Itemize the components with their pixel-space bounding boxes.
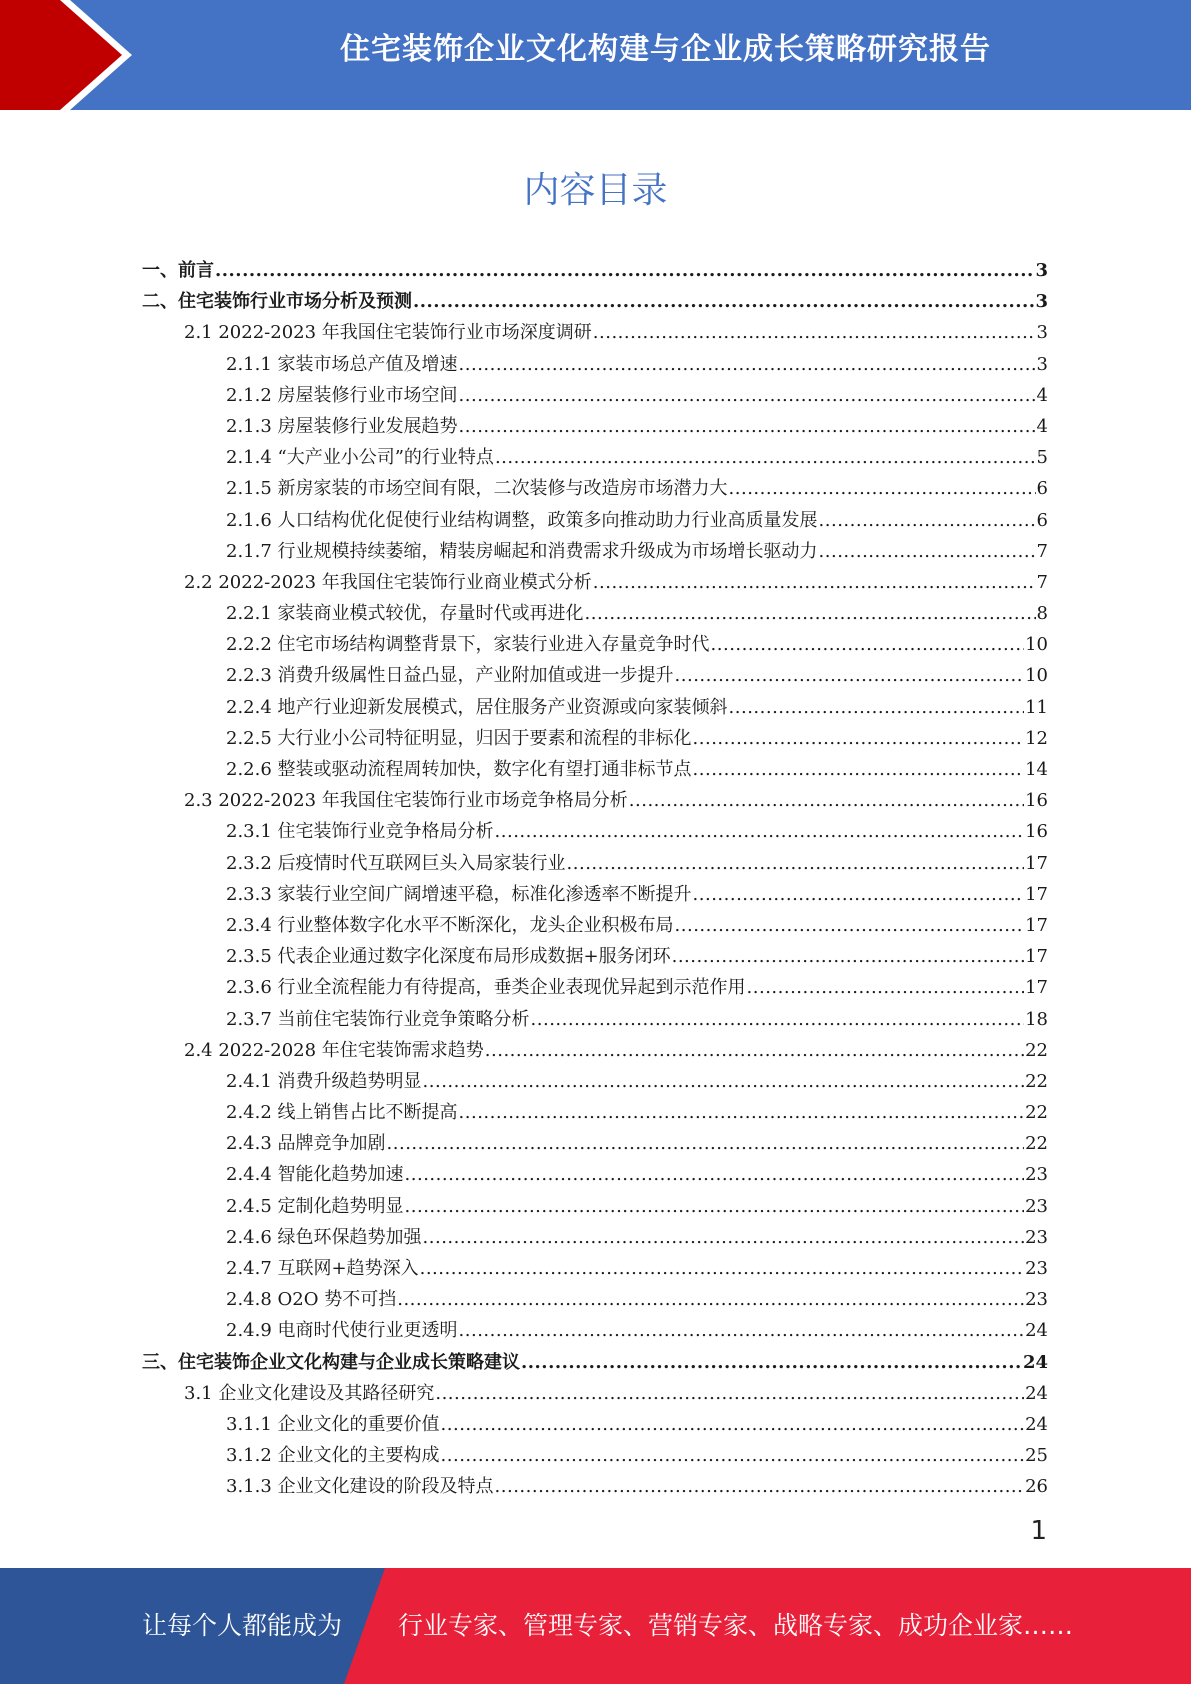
- toc-dot-leader: [435, 1378, 1024, 1409]
- page-number: 1: [1030, 1516, 1047, 1546]
- toc-entry[interactable]: [142, 1066, 1048, 1097]
- toc-entry-label: 2.2.1 家装商业模式较优，存量时代或再进化: [226, 603, 584, 625]
- toc-dot-leader: [693, 723, 1025, 754]
- page-footer: [0, 1568, 1191, 1684]
- toc-dot-leader: [675, 910, 1025, 941]
- toc-entry-label: 2.4.1 消费升级趋势明显: [226, 1070, 422, 1092]
- toc-dot-leader: [593, 317, 1036, 348]
- toc-entry-page: 26: [1025, 1476, 1048, 1498]
- toc-entry-page: 16: [1025, 821, 1048, 843]
- toc-entry-page: 10: [1025, 634, 1048, 656]
- toc-entry[interactable]: [142, 598, 1048, 629]
- report-title: 住宅装饰企业文化构建与企业成长策略研究报告: [340, 32, 991, 67]
- toc-entry[interactable]: [142, 879, 1048, 910]
- toc-entry[interactable]: [142, 349, 1048, 380]
- toc-dot-leader: [819, 505, 1036, 536]
- toc-entry[interactable]: [142, 816, 1048, 847]
- toc-entry-label: 2.4.5 定制化趋势明显: [226, 1195, 404, 1217]
- toc-entry-label: 2.1.1 家装市场总产值及增速: [226, 353, 458, 375]
- toc-entry[interactable]: [142, 536, 1048, 567]
- toc-entry[interactable]: [142, 848, 1048, 879]
- toc-entry-page: 22: [1025, 1102, 1048, 1124]
- toc-entry-page: 8: [1036, 603, 1048, 625]
- toc-entry-label: 2.2.6 整装或驱动流程周转加快，数字化有望打通非标节点: [226, 759, 692, 780]
- toc-entry-page: 17: [1025, 852, 1048, 874]
- toc-entry[interactable]: [142, 629, 1048, 660]
- toc-entry-label: 2.4 2022-2028 年住宅装饰需求趋势: [184, 1039, 484, 1061]
- toc-dot-leader: [495, 442, 1036, 473]
- toc-entry-label: 一、前言: [142, 260, 214, 281]
- toc-dot-leader: [387, 1128, 1025, 1159]
- toc-entry-label: 2.1.7 行业规模持续萎缩，精装房崛起和消费需求升级成为市场增长驱动力: [226, 540, 818, 562]
- toc-entry-label: 3.1.2 企业文化的主要构成: [226, 1445, 440, 1467]
- toc-dot-leader: [729, 692, 1025, 723]
- toc-entry-label: 2.3.6 行业全流程能力有待提高，垂类企业表现优异起到示范作用: [226, 977, 746, 999]
- toc-entry-page: 11: [1025, 696, 1048, 718]
- toc-dot-leader: [521, 1347, 1022, 1378]
- toc-dot-leader: [413, 286, 1034, 317]
- toc-entry-label: 二、住宅装饰行业市场分析及预测: [142, 291, 412, 313]
- toc-entry-label: 2.3.5 代表企业通过数字化深度布局形成数据+服务闭环: [226, 946, 671, 968]
- page-header: [0, 0, 1191, 110]
- toc-entry-label: 3.1 企业文化建设及其路径研究: [184, 1382, 435, 1404]
- toc-entry[interactable]: [142, 1159, 1048, 1190]
- toc-entry-page: 23: [1025, 1164, 1048, 1186]
- toc-entry[interactable]: [142, 1253, 1048, 1284]
- toc-dot-leader: [672, 941, 1024, 972]
- toc-dot-leader: [405, 1159, 1025, 1190]
- toc-entry-label: 2.4.9 电商时代使行业更透明: [226, 1320, 458, 1342]
- toc-dot-leader: [459, 411, 1036, 442]
- toc-dot-leader: [459, 1097, 1025, 1128]
- toc-entry[interactable]: [142, 723, 1048, 754]
- toc-dot-leader: [747, 972, 1025, 1003]
- toc-entry[interactable]: [142, 567, 1048, 598]
- toc-entry-page: 24: [1025, 1413, 1048, 1435]
- toc-entry[interactable]: [142, 941, 1048, 972]
- toc-entry-label: 2.2.5 大行业小公司特征明显，归因于要素和流程的非标化: [226, 727, 692, 749]
- toc-dot-leader: [729, 473, 1036, 504]
- toc-entry-label: 2.4.2 线上销售占比不断提高: [226, 1102, 458, 1124]
- footer-slogan-right: 行业专家、管理专家、营销专家、战略专家、成功企业家……: [398, 1611, 1074, 1640]
- toc-entry-label: 2.3.3 家装行业空间广阔增速平稳，标准化渗透率不断提升: [226, 883, 692, 905]
- toc-dot-leader: [485, 1035, 1024, 1066]
- toc-entry-label: 2.2.2 住宅市场结构调整背景下，家装行业进入存量竞争时代: [226, 634, 710, 656]
- toc-entry-page: 24: [1025, 1382, 1048, 1404]
- toc-entry[interactable]: [142, 286, 1048, 317]
- toc-entry-label: 2.4.7 互联网+趋势深入: [226, 1258, 419, 1279]
- toc-entry-page: 22: [1025, 1133, 1048, 1155]
- toc-entry[interactable]: [142, 1471, 1048, 1502]
- toc-entry-page: 3: [1035, 291, 1048, 313]
- toc-entry[interactable]: [142, 1440, 1048, 1471]
- toc-entry-label: 2.1 2022-2023 年我国住宅装饰行业市场深度调研: [184, 322, 592, 344]
- toc-dot-leader: [567, 848, 1025, 879]
- toc-dot-leader: [441, 1440, 1025, 1471]
- toc-entry[interactable]: [142, 1284, 1048, 1315]
- toc-dot-leader: [495, 1471, 1025, 1502]
- toc-entry[interactable]: [142, 1191, 1048, 1222]
- toc-entry-label: 2.4.3 品牌竞争加剧: [226, 1133, 386, 1155]
- toc-entry-label: 2.1.4 “大产业小公司”的行业特点: [226, 447, 494, 469]
- toc-entry[interactable]: [142, 1409, 1048, 1440]
- toc-entry-page: 23: [1025, 1195, 1048, 1217]
- toc-entry-page: 17: [1025, 914, 1048, 936]
- toc-dot-leader: [459, 1315, 1025, 1346]
- toc-entry-page: 4: [1036, 384, 1048, 406]
- toc-entry-page: 7: [1036, 571, 1048, 593]
- toc-entry-page: 5: [1036, 447, 1048, 469]
- toc-dot-leader: [459, 349, 1036, 380]
- toc-entry-page: 23: [1025, 1226, 1048, 1248]
- toc-entry-page: 16: [1025, 790, 1048, 812]
- toc-entry[interactable]: [142, 1347, 1048, 1378]
- toc-entry-label: 2.3.1 住宅装饰行业竞争格局分析: [226, 821, 494, 843]
- toc-entry-label: 三、住宅装饰企业文化构建与企业成长策略建议: [142, 1351, 520, 1373]
- toc-dot-leader: [423, 1222, 1025, 1253]
- toc-entry-page: 6: [1036, 478, 1048, 500]
- toc-entry-page: 3: [1035, 260, 1048, 281]
- toc-entry[interactable]: [142, 473, 1048, 504]
- toc-entry[interactable]: [142, 1004, 1048, 1035]
- toc-entry-page: 23: [1025, 1258, 1048, 1279]
- toc-dot-leader: [423, 1066, 1025, 1097]
- toc-entry-label: 3.1.3 企业文化建设的阶段及特点: [226, 1476, 494, 1498]
- toc-entry-page: 3: [1036, 353, 1048, 375]
- toc-entry[interactable]: [142, 1097, 1048, 1128]
- toc-entry-page: 25: [1025, 1445, 1048, 1467]
- toc-entry[interactable]: [142, 785, 1048, 816]
- toc-dot-leader: [441, 1409, 1025, 1440]
- toc-entry-label: 2.1.3 房屋装修行业发展趋势: [226, 415, 458, 437]
- toc-entry[interactable]: [142, 692, 1048, 723]
- toc-dot-leader: [397, 1284, 1024, 1315]
- toc-entry-label: 2.2.4 地产行业迎新发展模式，居住服务产业资源或向家装倾斜: [226, 696, 728, 718]
- toc-entry-page: 7: [1036, 540, 1048, 562]
- toc-entry-label: 2.2 2022-2023 年我国住宅装饰行业商业模式分析: [184, 571, 592, 593]
- toc-dot-leader: [593, 567, 1036, 598]
- toc-entry-page: 22: [1025, 1070, 1048, 1092]
- toc-entry-label: 2.4.6 绿色环保趋势加强: [226, 1226, 422, 1248]
- toc-dot-leader: [459, 380, 1036, 411]
- toc-entry[interactable]: [142, 754, 1048, 785]
- toc-dot-leader: [675, 660, 1025, 691]
- toc-entry[interactable]: [142, 505, 1048, 536]
- toc-entry-label: 2.1.6 人口结构优化促使行业结构调整，政策多向推动助力行业高质量发展: [226, 509, 818, 531]
- toc-entry-page: 6: [1036, 509, 1048, 531]
- table-of-contents: [142, 255, 1048, 1503]
- toc-entry[interactable]: [142, 255, 1048, 286]
- toc-dot-leader: [585, 598, 1036, 629]
- toc-entry[interactable]: [142, 442, 1048, 473]
- toc-entry-page: 17: [1025, 977, 1048, 999]
- toc-entry-page: 23: [1025, 1289, 1048, 1311]
- toc-dot-leader: [711, 629, 1025, 660]
- toc-dot-leader: [215, 255, 1034, 286]
- toc-entry[interactable]: [142, 1222, 1048, 1253]
- toc-dot-leader: [495, 816, 1025, 847]
- toc-entry[interactable]: [142, 660, 1048, 691]
- toc-entry[interactable]: [142, 380, 1048, 411]
- toc-entry-page: 18: [1025, 1008, 1048, 1030]
- toc-entry[interactable]: [142, 1128, 1048, 1159]
- toc-dot-leader: [819, 536, 1036, 567]
- toc-entry-label: 2.4.8 O2O 势不可挡: [226, 1289, 397, 1311]
- toc-entry[interactable]: [142, 972, 1048, 1003]
- toc-heading: 内容目录: [523, 170, 668, 211]
- toc-dot-leader: [693, 754, 1025, 785]
- toc-entry-label: 2.3.7 当前住宅装饰行业竞争策略分析: [226, 1008, 530, 1030]
- toc-entry-page: 12: [1025, 727, 1048, 749]
- toc-entry[interactable]: [142, 910, 1048, 941]
- toc-entry-page: 14: [1025, 759, 1048, 780]
- toc-dot-leader: [420, 1253, 1024, 1284]
- toc-entry-label: 2.2.3 消费升级属性日益凸显，产业附加值或进一步提升: [226, 665, 674, 687]
- toc-entry-label: 3.1.1 企业文化的重要价值: [226, 1413, 440, 1435]
- toc-entry-label: 2.3.2 后疫情时代互联网巨头入局家装行业: [226, 852, 566, 874]
- toc-entry-page: 10: [1025, 665, 1048, 687]
- toc-entry[interactable]: [142, 411, 1048, 442]
- toc-entry-label: 2.1.5 新房家装的市场空间有限，二次装修与改造房市场潜力大: [226, 478, 728, 500]
- toc-dot-leader: [629, 785, 1024, 816]
- toc-entry-label: 2.3.4 行业整体数字化水平不断深化，龙头企业积极布局: [226, 914, 674, 936]
- toc-entry-page: 4: [1036, 415, 1048, 437]
- toc-entry-page: 3: [1036, 322, 1048, 344]
- toc-entry-label: 2.3 2022-2023 年我国住宅装饰行业市场竞争格局分析: [184, 790, 628, 812]
- toc-dot-leader: [531, 1004, 1025, 1035]
- toc-entry-label: 2.4.4 智能化趋势加速: [226, 1164, 404, 1186]
- toc-entry[interactable]: [142, 1378, 1048, 1409]
- toc-entry-page: 17: [1025, 883, 1048, 905]
- toc-dot-leader: [405, 1191, 1025, 1222]
- toc-entry-label: 2.1.2 房屋装修行业市场空间: [226, 384, 458, 406]
- toc-entry-page: 22: [1025, 1039, 1048, 1061]
- toc-entry-page: 17: [1025, 946, 1048, 968]
- toc-entry[interactable]: [142, 1315, 1048, 1346]
- toc-entry[interactable]: [142, 1035, 1048, 1066]
- footer-slogan-left: 让每个人都能成为: [142, 1611, 343, 1640]
- toc-entry-page: 24: [1025, 1320, 1048, 1342]
- toc-entry-page: 24: [1022, 1351, 1048, 1373]
- toc-entry[interactable]: [142, 317, 1048, 348]
- toc-dot-leader: [693, 879, 1025, 910]
